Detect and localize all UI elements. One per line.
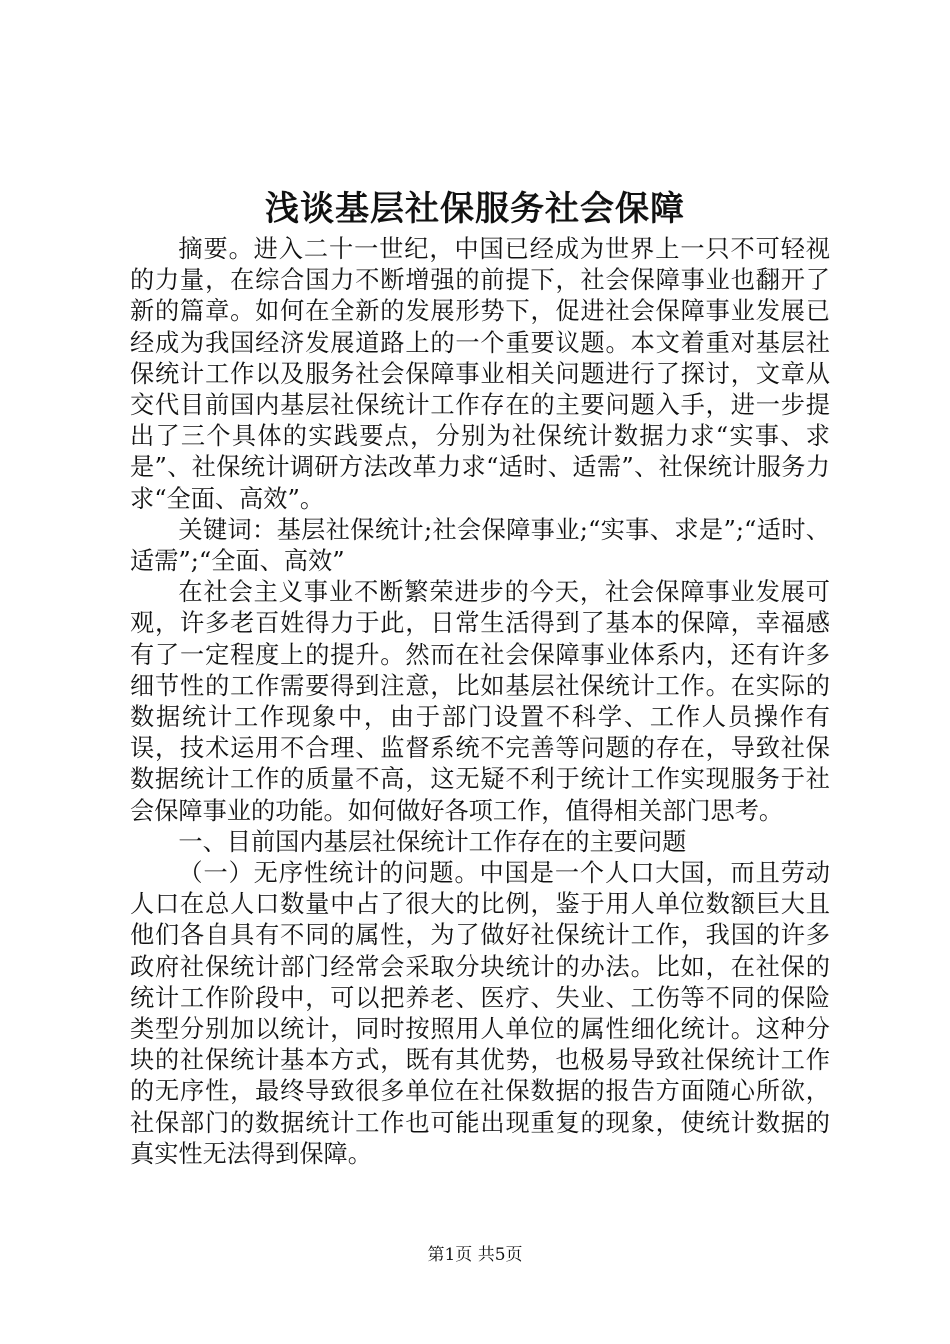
- document-body: [130, 234, 830, 1170]
- keywords-paragraph: 关键词：基层社保统计;社会保障事业;“实事、求是”;“适时、适需”;“全面、高效”: [130, 515, 830, 576]
- intro-paragraph: 在社会主义事业不断繁荣进步的今天，社会保障事业发展可观，许多老百姓得力于此，日常生活得到了基本的保障，幸福感有了一定程度上的提升。然而在社会保障事业体系内，还有许多细节性的工作需要得到注意，比如基层社保统计工作。在实际的数据统计工作现象中，由于部门设置不科学、工作人员操作有误，技术运用不合理、监督系统不完善等问题的存在，导致社保数据统计工作的质量不高，这无疑不利于统计工作实现服务于社会保障事业的功能。如何做好各项工作，值得相关部门思考。: [130, 578, 830, 825]
- section-paragraph: （一）无序性统计的问题。中国是一个人口大国，而且劳动人口在总人口数量中占了很大的比例，鉴于用人单位数额巨大且他们各自具有不同的属性，为了做好社保统计工作，我国的许多政府社保统计部门经常会采取分块统计的办法。比如，在社保的统计工作阶段中，可以把养老、医疗、失业、工伤等不同的保险类型分别加以统计，同时按照用人单位的属性细化统计。这种分块的社保统计基本方式，既有其优势，也极易导致社保统计工作的无序性，最终导致很多单位在社保数据的报告方面随心所欲，社保部门的数据统计工作也可能出现重复的现象，使统计数据的真实性无法得到保障。: [130, 859, 830, 1168]
- document-title: 浅谈基层社保服务社会保障: [265, 189, 685, 229]
- abstract-paragraph: 摘要。进入二十一世纪，中国已经成为世界上一只不可轻视的力量，在综合国力不断增强的前提下，社会保障事业也翻开了新的篇章。如何在全新的发展形势下，促进社会保障事业发展已经成为我国经济发展道路上的一个重要议题。本文着重对基层社保统计工作以及服务社会保障事业相关问题进行了探讨，文章从交代目前国内基层社保统计工作存在的主要问题入手，进一步提出了三个具体的实践要点，分别为社保统计数据力求“实事、求是”、社保统计调研方法改革力求“适时、适需”、社保统计服务力求“全面、高效”。: [130, 235, 830, 513]
- page-footer: 第1页 共5页: [427, 1245, 523, 1265]
- section-heading: 一、目前国内基层社保统计工作存在的主要问题: [178, 827, 687, 856]
